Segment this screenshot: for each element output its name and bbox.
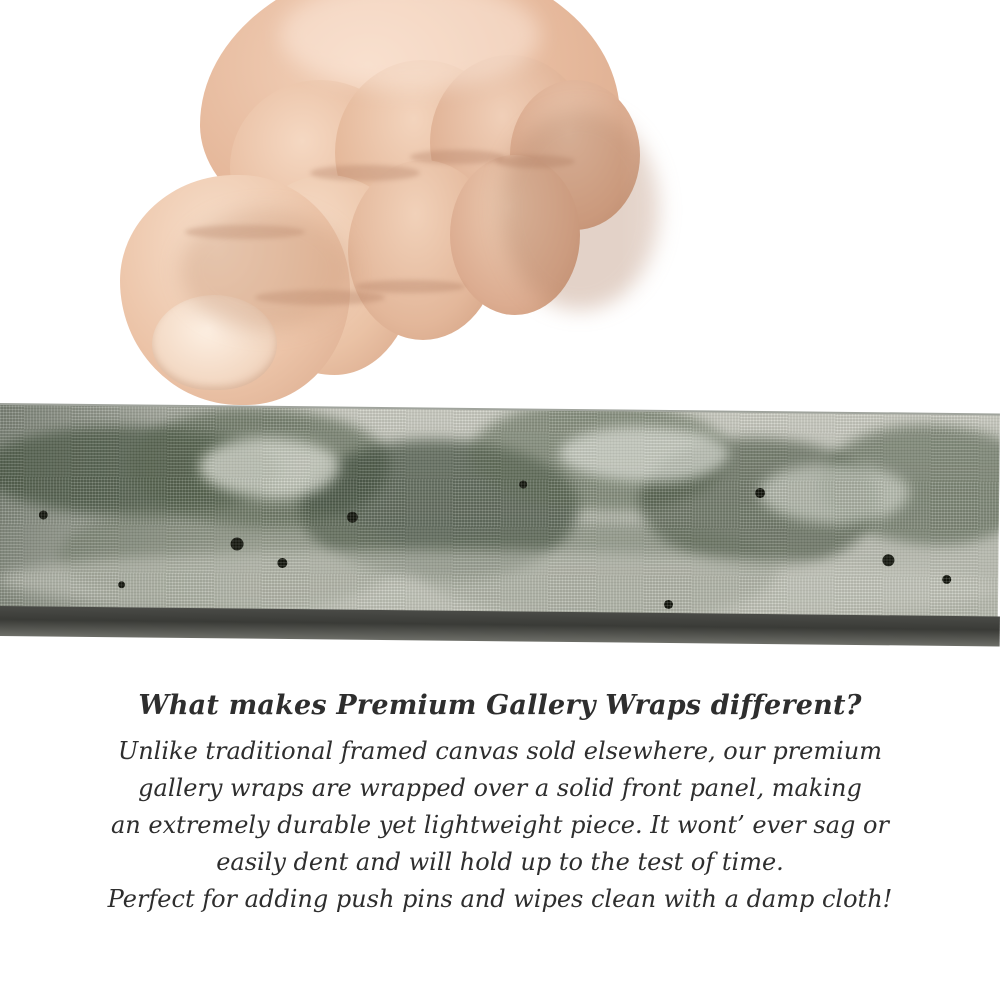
caption-line: easily dent and will hold up to the test of time. [216,848,784,876]
caption-line: gallery wraps are wrapped over a solid front panel, making [138,774,862,802]
canvas-edge-icon [0,405,1000,630]
caption-block [0,690,1000,918]
photo-edge-fade-right [620,0,1000,420]
skin-crease [355,280,465,293]
skin-crease [310,165,420,181]
caption-line: an extremely durable yet lightweight piece. It wont’ ever sag or [111,811,889,839]
caption-title: What makes Premium Gallery Wraps different? [138,690,862,721]
caption-line: Unlike traditional framed canvas sold elsewhere, our premium [117,737,882,765]
hand-pressing-icon [80,0,640,430]
photo-edge-fade-left [0,0,120,420]
skin-crease [410,150,505,164]
canvas-weave-texture [0,405,1000,630]
caption-line: Perfect for adding push pins and wipes clean with a damp cloth! [107,885,893,913]
hand-shadow [180,210,350,330]
